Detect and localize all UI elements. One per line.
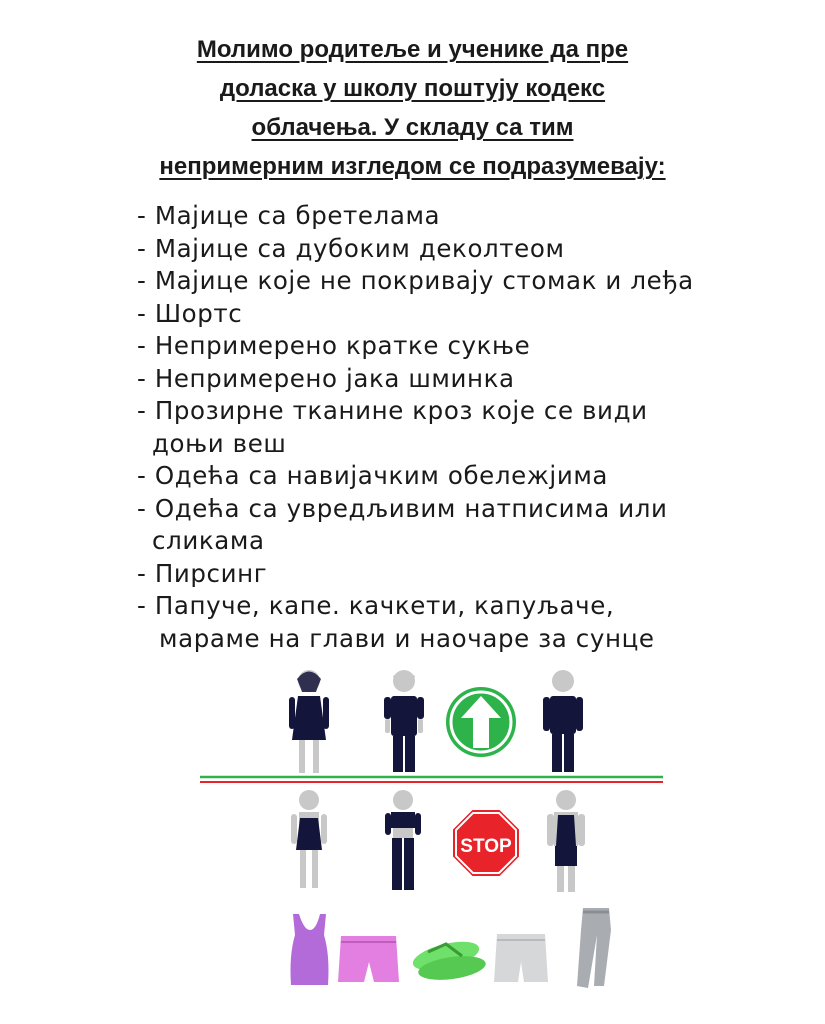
list-item: - Прозирне тканине кроз које се види — [137, 396, 648, 425]
heading-line: Молимо родитеље и ученике да пре — [196, 36, 629, 63]
list-item-continuation: мараме на глави и наочаре за сунце — [159, 623, 655, 653]
heading-line: доласка у школу поштују кодекс — [219, 75, 606, 102]
list-item: - Папуче, капе. качкети, капуљаче, — [137, 591, 615, 620]
stop-sign-icon — [452, 809, 520, 877]
list-item: - Мајице са бретелама — [137, 201, 441, 230]
go-arrow-icon — [446, 687, 516, 757]
flip-flops-icon — [410, 936, 487, 983]
list-item: - Непримерено кратке сукње — [137, 331, 531, 360]
list-item: - Пирсинг — [137, 558, 268, 588]
list-item-continuation: доњи веш — [152, 428, 287, 458]
list-item: - Мајице са дубоким деколтеом — [137, 233, 565, 263]
man-tank-shorts-icon — [547, 790, 585, 892]
gray-shorts-icon — [494, 934, 548, 982]
tank-top-icon — [291, 914, 329, 985]
list-item: - Одећа са навијачким обележјима — [137, 461, 609, 490]
list-item: - Непримерено јака шминка — [137, 363, 515, 393]
woman-dress-icon — [289, 670, 329, 773]
man-trousers-icon — [543, 670, 583, 772]
man-tshirt-icon — [384, 670, 424, 772]
woman-crop-top-icon — [385, 790, 421, 890]
list-item-continuation: сликама — [152, 526, 265, 555]
list-item: - Шортс — [137, 298, 243, 328]
heading-line: облачења. У складу са тим — [251, 114, 574, 141]
track-pants-icon — [577, 908, 611, 988]
stop-sign-label: STOP — [460, 836, 512, 857]
heading-line: непримерним изгледом се подразумевају: — [159, 153, 666, 180]
pink-shorts-icon — [338, 936, 399, 982]
list-item: - Мајице које не покривају стомак и леђа — [137, 266, 694, 295]
woman-tank-icon — [291, 790, 327, 888]
list-item: - Одећа са увредљивим натписима или — [137, 493, 668, 523]
